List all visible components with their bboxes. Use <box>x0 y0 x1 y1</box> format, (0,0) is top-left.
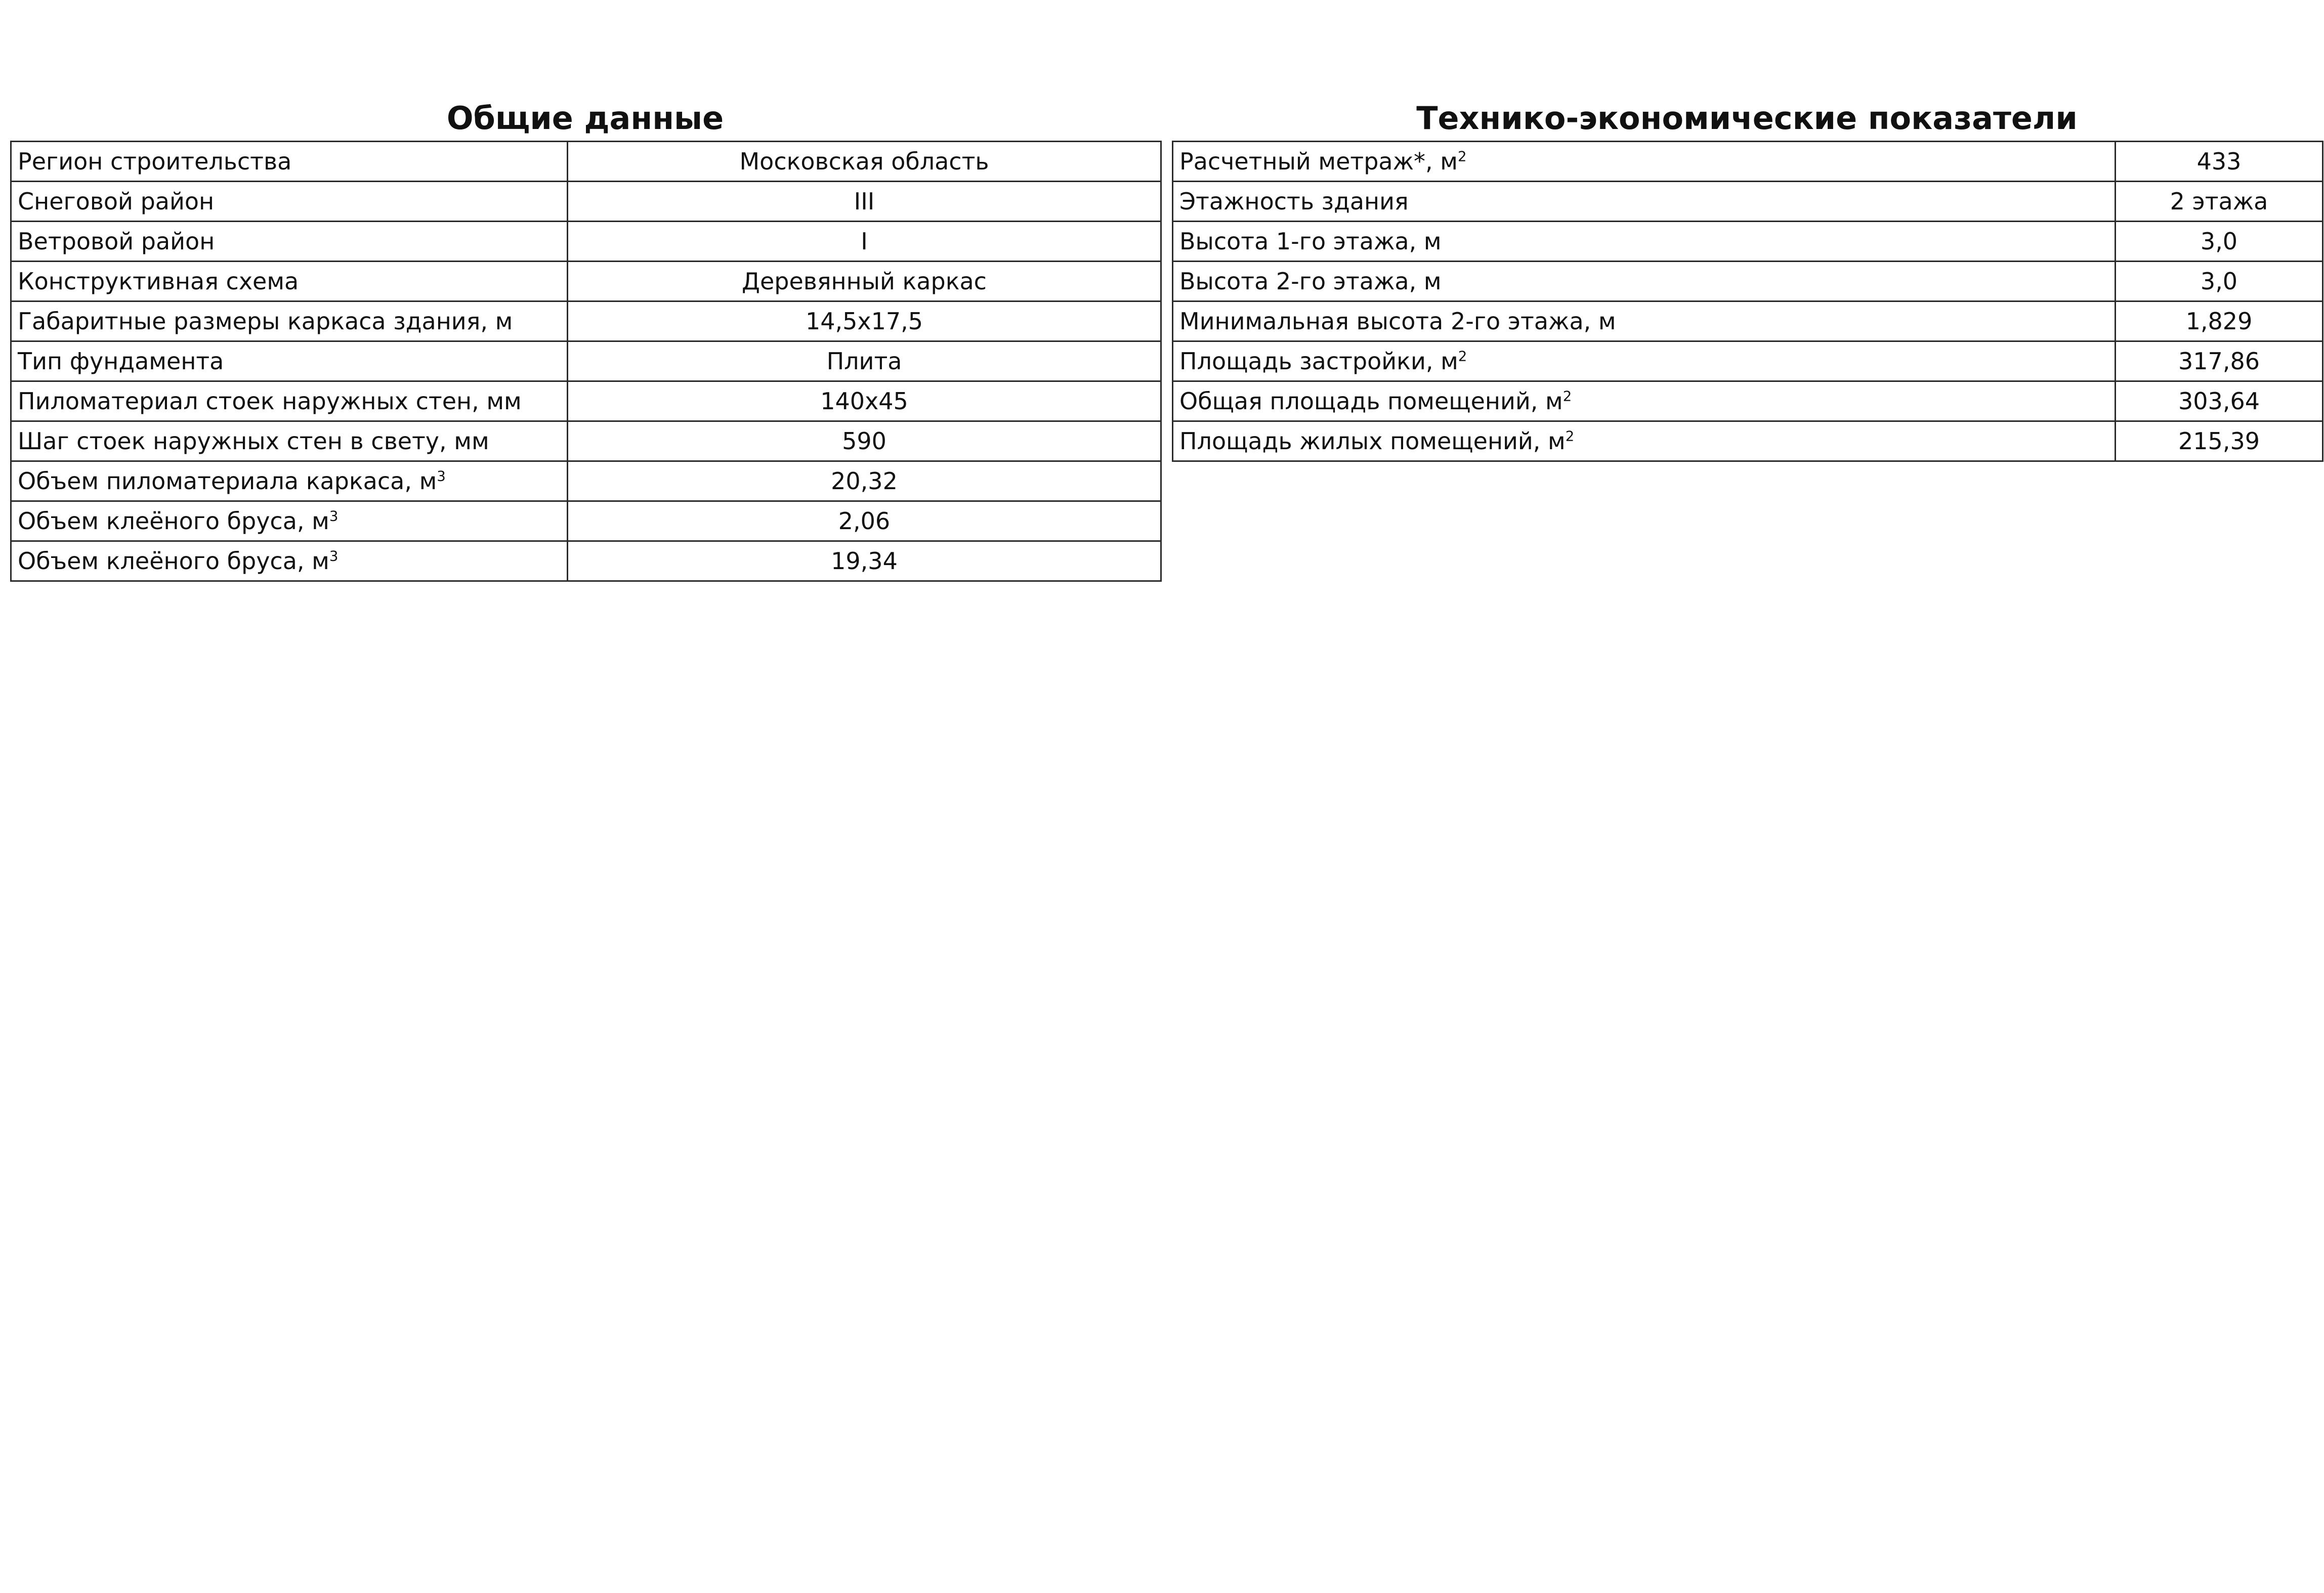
row-label-cell <box>11 461 568 501</box>
table-row <box>11 381 1161 421</box>
table-row <box>1173 341 2323 381</box>
row-label: Пиломатериал стоек наружных стен, мм <box>18 388 522 415</box>
row-label: Регион строительства <box>18 148 292 175</box>
table-row <box>1173 142 2323 182</box>
row-label-cell <box>1173 142 2116 182</box>
table-row <box>1173 381 2323 421</box>
general-data-table <box>10 141 1162 582</box>
row-label: Площадь жилых помещений, м <box>1179 427 1566 455</box>
row-value: Деревянный каркас <box>568 262 1161 302</box>
unit-exponent: 2 <box>1562 388 1572 405</box>
table-row <box>1173 222 2323 262</box>
row-value: 3,0 <box>2116 222 2323 262</box>
row-label: Тип фундамента <box>18 348 224 375</box>
row-label-cell <box>11 262 568 302</box>
row-value: 2,06 <box>568 501 1161 541</box>
row-label: Объем пиломатериала каркаса, м <box>18 467 437 495</box>
table-row <box>11 341 1161 381</box>
table-row <box>1173 302 2323 341</box>
row-label-cell <box>11 381 568 421</box>
general-data-rows <box>11 142 1161 581</box>
row-value: III <box>568 182 1161 222</box>
table-row <box>11 262 1161 302</box>
tep-table <box>1172 141 2323 462</box>
row-label-cell <box>11 142 568 182</box>
row-label-cell <box>11 341 568 381</box>
row-value: 14,5х17,5 <box>568 302 1161 341</box>
table-row <box>11 182 1161 222</box>
table-row <box>11 142 1161 182</box>
row-label-cell <box>1173 262 2116 302</box>
general-data-title: Общие данные <box>446 100 724 137</box>
general-data-section <box>10 96 1160 582</box>
row-label-cell <box>11 182 568 222</box>
row-label-cell <box>1173 222 2116 262</box>
unit-exponent: 2 <box>1458 348 1467 365</box>
row-label: Высота 2-го этажа, м <box>1179 268 1442 295</box>
unit-exponent: 2 <box>1457 148 1467 165</box>
row-label: Расчетный метраж*, м <box>1179 148 1458 175</box>
unit-exponent: 3 <box>437 467 446 485</box>
row-value: 317,86 <box>2116 341 2323 381</box>
row-label-cell <box>1173 302 2116 341</box>
row-value: 590 <box>568 421 1161 461</box>
row-label: Минимальная высота 2-го этажа, м <box>1179 308 1616 335</box>
row-label: Шаг стоек наружных стен в свету, мм <box>18 427 489 455</box>
row-label-cell <box>11 541 568 581</box>
table-row <box>11 302 1161 341</box>
table-row <box>1173 262 2323 302</box>
table-row <box>11 461 1161 501</box>
row-label-cell <box>11 501 568 541</box>
tep-rows <box>1173 142 2323 461</box>
table-row <box>11 501 1161 541</box>
row-value: 19,34 <box>568 541 1161 581</box>
row-label-cell <box>11 302 568 341</box>
row-label: Площадь застройки, м <box>1179 348 1458 375</box>
row-label-cell <box>11 421 568 461</box>
row-value: 2 этажа <box>2116 182 2323 222</box>
row-label: Конструктивная схема <box>18 268 299 295</box>
row-value: 20,32 <box>568 461 1161 501</box>
row-label-cell <box>1173 421 2116 461</box>
row-label-cell <box>1173 341 2116 381</box>
table-row <box>1173 421 2323 461</box>
row-value: Московская область <box>568 142 1161 182</box>
row-label: Объем клеёного бруса, м <box>18 547 329 575</box>
tep-title: Технико-экономические показатели <box>1416 100 2078 137</box>
row-label: Высота 1-го этажа, м <box>1179 228 1442 255</box>
table-row <box>11 541 1161 581</box>
row-label-cell <box>1173 182 2116 222</box>
row-value: 215,39 <box>2116 421 2323 461</box>
table-row <box>11 421 1161 461</box>
unit-exponent: 3 <box>329 547 339 565</box>
unit-exponent: 3 <box>329 507 339 525</box>
row-value: 1,829 <box>2116 302 2323 341</box>
unit-exponent: 2 <box>1565 427 1575 445</box>
row-value: 3,0 <box>2116 262 2323 302</box>
row-label: Снеговой район <box>18 188 215 215</box>
row-label-cell <box>1173 381 2116 421</box>
row-label: Этажность здания <box>1179 188 1409 215</box>
row-label: Объем клеёного бруса, м <box>18 507 329 535</box>
row-label-cell <box>11 222 568 262</box>
table-row <box>1173 182 2323 222</box>
table-row <box>11 222 1161 262</box>
row-label: Общая площадь помещений, м <box>1179 388 1563 415</box>
row-label: Габаритные размеры каркаса здания, м <box>18 308 513 335</box>
row-value: 433 <box>2116 142 2323 182</box>
row-value: I <box>568 222 1161 262</box>
row-value: Плита <box>568 341 1161 381</box>
row-label: Ветровой район <box>18 228 215 255</box>
row-value: 140х45 <box>568 381 1161 421</box>
tep-section <box>1172 96 2322 462</box>
row-value: 303,64 <box>2116 381 2323 421</box>
